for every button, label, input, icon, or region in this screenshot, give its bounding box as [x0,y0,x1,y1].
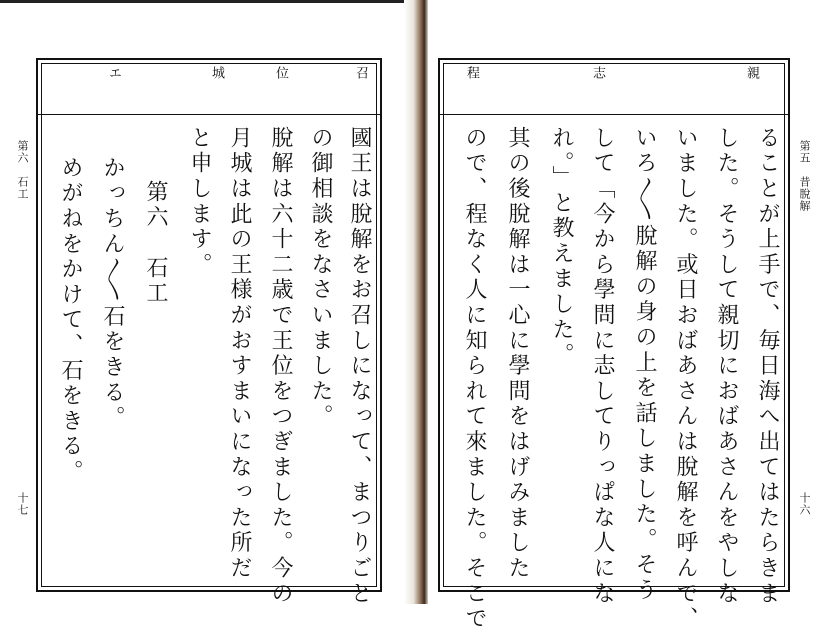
left-ruby-4: 召 [353,66,368,81]
right-side-title: 第五 昔脫解 [798,140,811,212]
right-ruby-1: 程 [464,66,479,81]
left-text-col-3: 脫解は六十二歳で王位をつぎました。今の [268,126,293,607]
book-gutter [404,0,428,604]
right-ruby-3: 親 [744,66,759,81]
right-page-number: 十六 [798,492,811,516]
left-text-col-8: めがねをかけて、石をきる。 [58,156,83,485]
right-text-col-3: いました。或日おばあさんは脫解を呼んで、 [673,126,698,632]
right-text-col-2: した。そうして親切におばあさんをやしな [714,126,739,607]
right-ruby-2: 志 [590,66,605,81]
left-text-col-7: かっちん〳〵石をきる。 [100,156,125,431]
right-text-col-5: して「今から學問に志してりっぱな人にな [590,126,615,607]
right-text-col-4: いろ〳〵脫解の身の上を話しました。そう [632,126,657,604]
left-header-rule [38,114,380,115]
left-ruby-2: 位 [273,66,288,81]
right-text-col-8: ので、程なく人に知られて來ました。そこで [462,126,487,632]
left-ruby-3: 城 [209,66,224,81]
right-text-col-7: 其の後脫解は一心に學問をはげみました [505,126,530,582]
left-page-number: 十七 [16,492,29,516]
left-text-col-2: の御相談をなさいました。 [308,126,333,430]
top-edge-left [0,0,404,3]
right-text-col-1: ることが上手で、毎日海へ出てはたらきま [755,126,780,607]
left-side-title: 第六 石工 [16,140,29,200]
right-header-rule [440,114,788,115]
left-text-col-5: と申します。 [187,126,212,278]
left-section-heading: 第六 石工 [143,180,168,307]
left-text-col-1: 國王は脫解をお召しになって、まつりごと [347,126,372,607]
left-text-col-4: 月城は此の王様がおすまいになった所だ [227,126,252,582]
right-text-col-6: れ。」と教えました。 [549,126,574,368]
left-ruby-1: エ [106,66,121,81]
